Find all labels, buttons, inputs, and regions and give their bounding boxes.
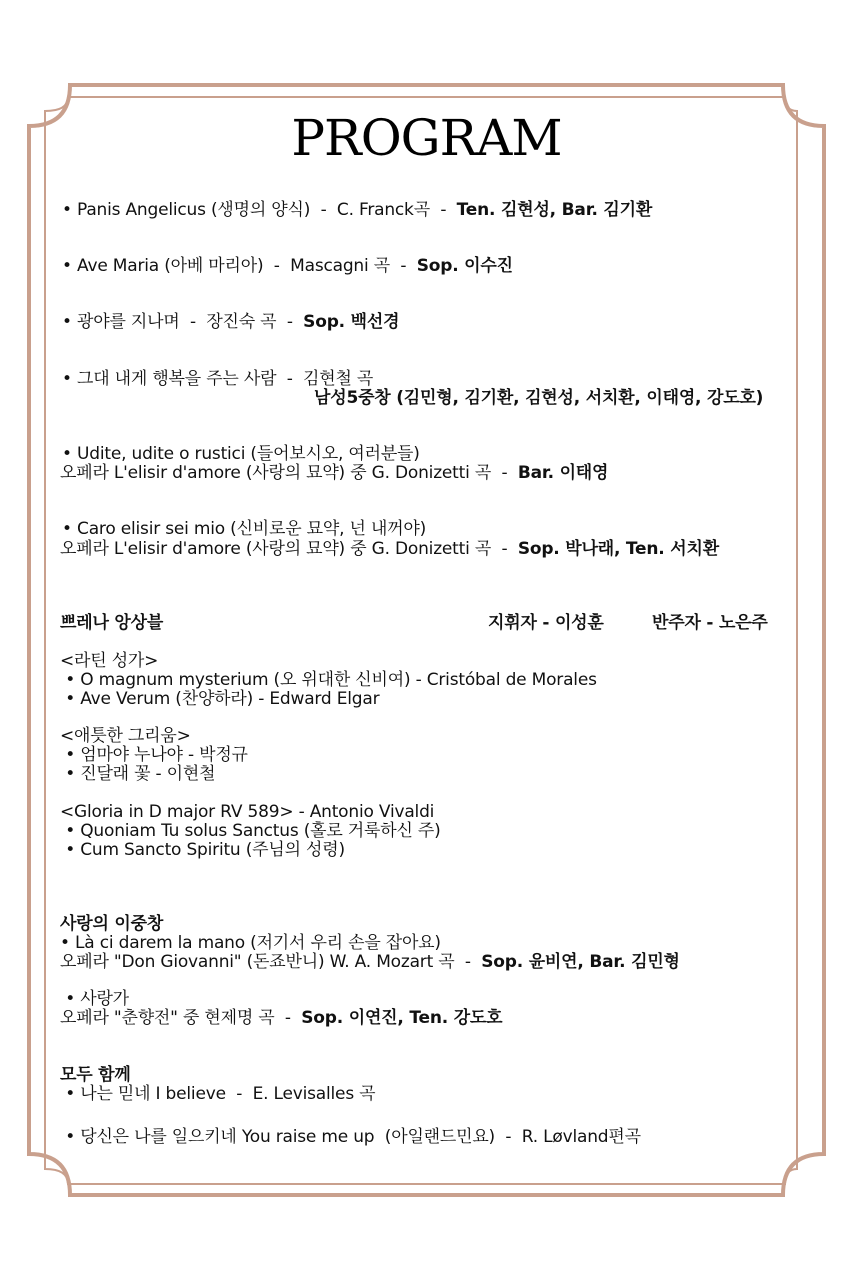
performers: Sop. 박나래, Ten. 서치환 <box>517 539 719 559</box>
list-item: • O magnum mysterium (오 위대한 신비여) - Cristóbal de Morales <box>60 670 597 690</box>
piece-description: • 광야를 지나며 - 장진숙 곡 - <box>62 312 304 332</box>
opera-info: 오페라 L'elisir d'amore (사랑의 묘약) 중 G. Donizetti 곡 - <box>60 539 518 559</box>
accompanist: 반주자 - 노은주 <box>652 613 768 633</box>
performers: Ten. 김현성, Bar. 김기환 <box>456 200 653 220</box>
section-title: 사랑의 이중창 <box>60 914 164 934</box>
opera-info: 오페라 "춘향전" 중 현제명 곡 - <box>60 1008 302 1028</box>
list-item: • Ave Verum (찬양하라) - Edward Elgar <box>60 689 380 709</box>
list-item: • 엄마야 누나야 - 박정규 <box>60 745 248 765</box>
conductor: 지휘자 - 이성훈 <box>488 613 604 633</box>
performers: Sop. 백선경 <box>303 312 400 332</box>
group-header-gloria: <Gloria in D major RV 589> - Antonio Vivaldi <box>60 802 435 822</box>
performers: 남성5중창 (김민형, 김기환, 김현성, 서치환, 이태영, 강도호) <box>314 388 764 408</box>
piece-description: • Ave Maria (아베 마리아) - Mascagni 곡 - <box>62 256 417 276</box>
page-title: PROGRAM <box>291 109 562 167</box>
list-item: • Quoniam Tu solus Sanctus (홀로 거룩하신 주) <box>60 821 441 841</box>
opera-info: 오페라 L'elisir d'amore (사랑의 묘약) 중 G. Donizetti 곡 - <box>60 463 518 483</box>
group-header-longing: <애틋한 그리움> <box>60 726 191 746</box>
ensemble-name: 쁘레나 앙상블 <box>60 613 164 633</box>
list-item: • 진달래 꽃 - 이현철 <box>60 764 216 784</box>
performers: Sop. 이연진, Ten. 강도호 <box>301 1008 503 1028</box>
list-item: • 당신은 나를 일으키네 You raise me up (아일랜드민요) - R. Løvland편곡 <box>60 1127 641 1147</box>
piece-description: • Panis Angelicus (생명의 양식) - C. Franck곡 - <box>62 200 457 220</box>
piece-title: • 사랑가 <box>60 989 129 1009</box>
section-title: 모두 함께 <box>60 1065 131 1085</box>
list-item: • Cum Sancto Spiritu (주님의 성령) <box>60 840 345 860</box>
opera-info: 오페라 "Don Giovanni" (돈죠반니) W. A. Mozart 곡 - <box>60 952 482 972</box>
piece-title: • Là ci darem la mano (저기서 우리 손을 잡아요) <box>60 933 441 953</box>
piece-title: • Udite, udite o rustici (들어보시오, 여러분들) <box>62 444 420 464</box>
performers: Bar. 이태영 <box>517 463 609 483</box>
group-header-latin: <라틴 성가> <box>60 651 159 671</box>
performers: Sop. 윤비연, Bar. 김민형 <box>481 952 680 972</box>
performers: Sop. 이수진 <box>416 256 513 276</box>
piece-description: • 그대 내게 행복을 주는 사람 - 김현철 곡 <box>62 369 374 389</box>
piece-title: • Caro elisir sei mio (신비로운 묘약, 넌 내꺼야) <box>62 519 427 539</box>
list-item: • 나는 믿네 I believe - E. Levisalles 곡 <box>60 1084 376 1104</box>
outer-frame-line <box>29 85 824 1195</box>
